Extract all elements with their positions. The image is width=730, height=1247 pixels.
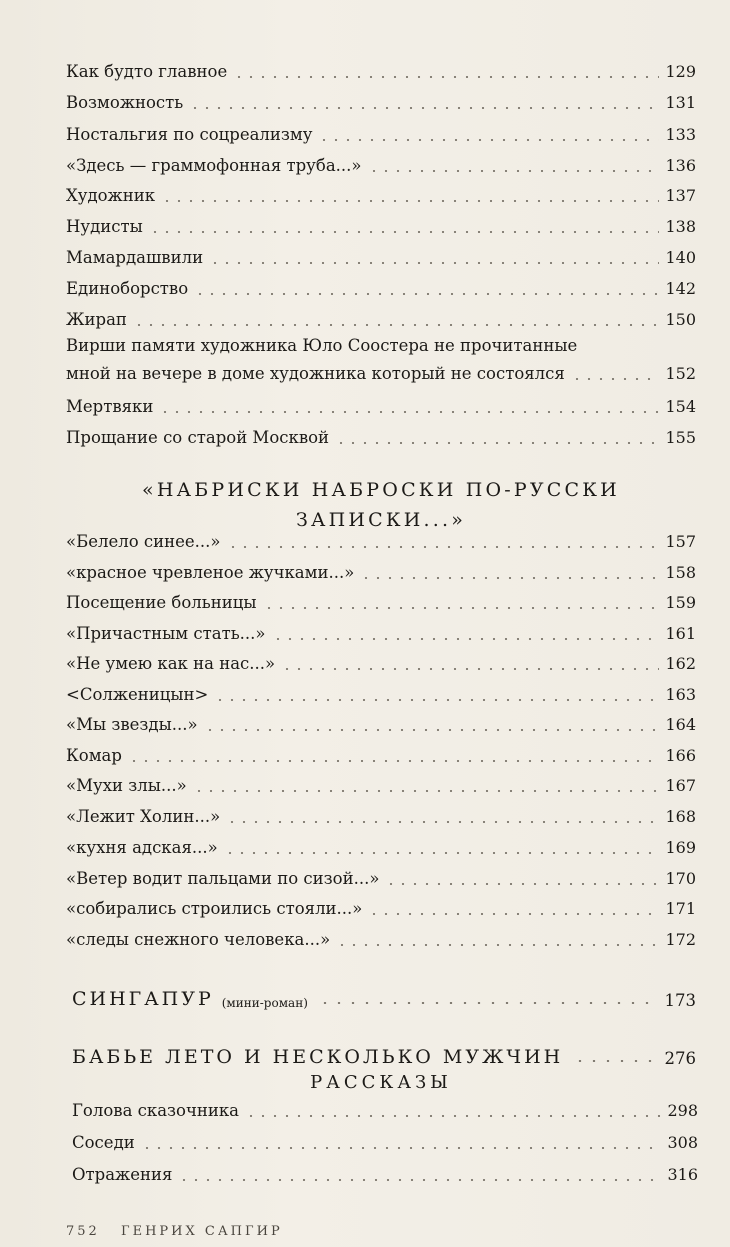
toc-entry-title: Мамардашвили bbox=[66, 248, 204, 267]
toc-entry-title: Посещение больницы bbox=[66, 593, 257, 612]
section-heading-line1: «НАБРИСКИ НАБРОСКИ ПО-РУССКИ bbox=[142, 479, 620, 501]
leader-dots bbox=[193, 790, 660, 792]
toc-entry-page: 163 bbox=[665, 685, 696, 704]
toc-entry-title: Мертвяки bbox=[66, 397, 154, 416]
toc-entry bbox=[66, 922, 696, 950]
toc-entry-page: 158 bbox=[665, 563, 696, 582]
toc-entry-title: «следы снежного человека...» bbox=[66, 930, 331, 949]
toc-entry-page: 159 bbox=[665, 593, 696, 612]
toc-entry-title-line2: мной на вечере в доме художника который не состоялся bbox=[66, 364, 565, 383]
leader-dots bbox=[141, 1147, 662, 1149]
toc-entry bbox=[66, 738, 696, 766]
toc-entry-page: 131 bbox=[665, 93, 696, 112]
toc-entry-title: «Мы звезды...» bbox=[66, 715, 198, 734]
leader-dots bbox=[360, 577, 659, 579]
leader-dots bbox=[368, 170, 660, 172]
toc-entry bbox=[66, 148, 696, 176]
toc-entry-page: 157 bbox=[665, 532, 696, 551]
toc-entry-page: 171 bbox=[665, 899, 696, 918]
page-number: 752 bbox=[66, 1224, 100, 1239]
toc-entry-page: 172 bbox=[665, 930, 696, 949]
toc-entry-page: 154 bbox=[665, 397, 696, 416]
leader-dots bbox=[189, 107, 659, 109]
leader-dots bbox=[133, 324, 660, 326]
toc-entry bbox=[66, 302, 696, 330]
toc-entry-title: Возможность bbox=[66, 93, 184, 112]
toc-entry-page: 308 bbox=[667, 1133, 698, 1152]
leader-dots bbox=[335, 442, 659, 444]
toc-entry-page: 298 bbox=[667, 1101, 698, 1120]
section-page: 173 bbox=[664, 991, 696, 1010]
toc-entry bbox=[66, 585, 696, 613]
toc-entry bbox=[66, 240, 696, 268]
toc-entry-title: «Ветер водит пальцами по сизой...» bbox=[66, 869, 380, 888]
section-page: 276 bbox=[664, 1049, 696, 1068]
toc-entry bbox=[66, 117, 696, 145]
toc-entry-page: 150 bbox=[665, 310, 696, 329]
toc-entry-title: «кухня адская...» bbox=[66, 838, 218, 857]
toc-entry bbox=[66, 209, 696, 237]
leader-dots bbox=[194, 293, 659, 295]
toc-entry-title: «Здесь — граммофонная труба...» bbox=[66, 156, 362, 175]
toc-entry-title: «Причастным стать...» bbox=[66, 624, 266, 643]
leader-dots bbox=[318, 139, 659, 141]
toc-entry bbox=[72, 1157, 698, 1185]
toc-entry bbox=[66, 799, 696, 827]
toc-entry-page: 129 bbox=[665, 62, 696, 81]
toc-entry-title: Жирап bbox=[66, 310, 127, 329]
leader-dots bbox=[233, 76, 659, 78]
toc-entry-title: «собирались строились стояли...» bbox=[66, 899, 363, 918]
leader-dots bbox=[385, 883, 659, 885]
toc-entry-title: Нудисты bbox=[66, 217, 143, 236]
toc-entry-title: Отражения bbox=[72, 1165, 173, 1184]
toc-entry bbox=[66, 707, 696, 735]
section-title: БАБЬЕ ЛЕТО И НЕСКОЛЬКО МУЖЧИН bbox=[72, 1046, 564, 1068]
toc-entry-page: 142 bbox=[665, 279, 696, 298]
toc-entry bbox=[72, 1125, 698, 1153]
leader-dots bbox=[368, 913, 659, 915]
toc-entry-page: 136 bbox=[665, 156, 696, 175]
toc-entry bbox=[66, 768, 696, 796]
toc-entry-title: <Солженицын> bbox=[66, 685, 209, 704]
leader-dots bbox=[318, 1002, 657, 1004]
leader-dots bbox=[178, 1179, 661, 1181]
section-heading-line2: ЗАПИСКИ...» bbox=[295, 509, 467, 531]
toc-entry-page: 155 bbox=[665, 428, 696, 447]
section-title: СИНГАПУР bbox=[72, 988, 214, 1010]
leader-dots bbox=[149, 231, 660, 233]
toc-entry-page: 140 bbox=[665, 248, 696, 267]
leader-dots bbox=[226, 821, 659, 823]
leader-dots bbox=[161, 200, 659, 202]
toc-entry bbox=[66, 646, 696, 674]
leader-dots bbox=[263, 607, 660, 609]
toc-entry-multiline bbox=[66, 332, 696, 388]
section-heading-rasskazy: РАССКАЗЫ bbox=[310, 1072, 452, 1093]
toc-entry bbox=[72, 1093, 698, 1121]
toc-entry-title: Голова сказочника bbox=[72, 1101, 240, 1120]
toc-entry-page: 133 bbox=[665, 125, 696, 144]
section-subtitle: (мини-роман) bbox=[221, 996, 308, 1010]
page-footer bbox=[66, 1224, 283, 1239]
leader-dots bbox=[573, 1060, 656, 1062]
toc-entry-title: «красное чревленое жучками...» bbox=[66, 563, 355, 582]
toc-entry-page: 170 bbox=[665, 869, 696, 888]
leader-dots bbox=[128, 760, 660, 762]
toc-entry bbox=[66, 677, 696, 705]
leader-dots bbox=[245, 1115, 661, 1117]
toc-entry-title: Ностальгия по соцреализму bbox=[66, 125, 313, 144]
leader-dots bbox=[336, 944, 659, 946]
leader-dots bbox=[571, 378, 660, 380]
toc-entry-title: Комар bbox=[66, 746, 122, 765]
toc-entry-page: 167 bbox=[665, 776, 696, 795]
toc-entry bbox=[66, 861, 696, 889]
toc-entry-title: «Белело синее...» bbox=[66, 532, 221, 551]
toc-entry bbox=[66, 54, 696, 82]
toc-entry-title: «Не умею как на нас...» bbox=[66, 654, 276, 673]
leader-dots bbox=[209, 262, 659, 264]
toc-entry bbox=[66, 616, 696, 644]
toc-section-singapur bbox=[72, 980, 696, 1010]
toc-entry-title: Художник bbox=[66, 186, 156, 205]
toc-entry bbox=[66, 85, 696, 113]
toc-entry-page: 316 bbox=[667, 1165, 698, 1184]
toc-entry bbox=[66, 420, 696, 448]
toc-entry bbox=[66, 524, 696, 552]
toc-section-babye-leto bbox=[72, 1038, 696, 1068]
toc-entry-title-line1: Вирши памяти художника Юло Соостера не прочитанные bbox=[66, 336, 578, 355]
leader-dots bbox=[204, 729, 660, 731]
toc-entry-page: 166 bbox=[665, 746, 696, 765]
leader-dots bbox=[159, 411, 659, 413]
toc-entry bbox=[66, 555, 696, 583]
toc-entry-page: 162 bbox=[665, 654, 696, 673]
toc-entry-title: «Мухи злы...» bbox=[66, 776, 187, 795]
toc-entry-title: Соседи bbox=[72, 1133, 135, 1152]
toc-entry-title: «Лежит Холин...» bbox=[66, 807, 221, 826]
toc-entry-title: Единоборство bbox=[66, 279, 189, 298]
leader-dots bbox=[281, 668, 659, 670]
toc-entry-page: 138 bbox=[665, 217, 696, 236]
toc-entry bbox=[66, 891, 696, 919]
toc-entry-page: 152 bbox=[665, 364, 696, 383]
toc-entry-page: 161 bbox=[665, 624, 696, 643]
toc-entry-page: 168 bbox=[665, 807, 696, 826]
leader-dots bbox=[214, 699, 659, 701]
toc-entry-page: 164 bbox=[665, 715, 696, 734]
toc-entry bbox=[66, 830, 696, 858]
leader-dots bbox=[272, 638, 660, 640]
toc-entry bbox=[66, 271, 696, 299]
toc-entry-page: 169 bbox=[665, 838, 696, 857]
toc-entry bbox=[66, 389, 696, 417]
leader-dots bbox=[224, 852, 660, 854]
toc-entry bbox=[66, 178, 696, 206]
leader-dots bbox=[227, 546, 660, 548]
running-author: ГЕНРИХ САПГИР bbox=[120, 1224, 283, 1239]
toc-entry-page: 137 bbox=[665, 186, 696, 205]
toc-entry-title: Прощание со старой Москвой bbox=[66, 428, 330, 447]
toc-entry-title: Как будто главное bbox=[66, 62, 228, 81]
